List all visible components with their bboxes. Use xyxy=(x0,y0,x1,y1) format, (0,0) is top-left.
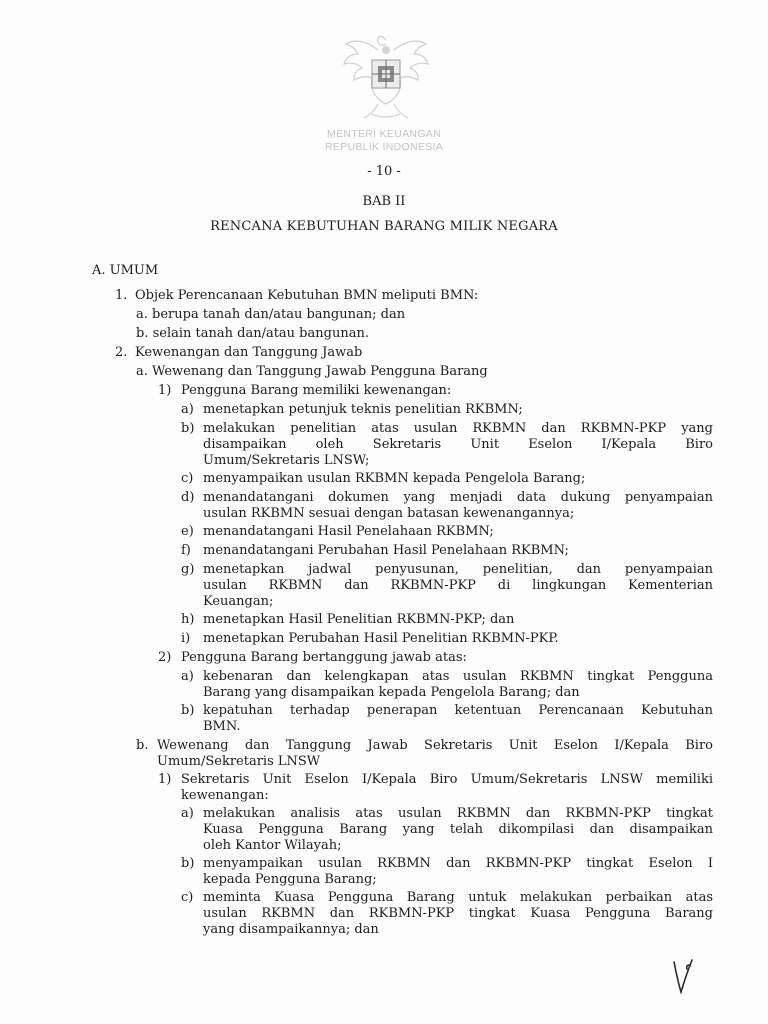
list-item: menetapkan Hasil Penelitian RKBMN-PKP; dan xyxy=(203,612,515,627)
list-marker: b) xyxy=(181,703,195,718)
list-marker: h) xyxy=(181,612,195,627)
chapter-label: BAB II xyxy=(362,194,406,209)
list-item: melakukan analisis atas usulan RKBMN dan RKBMN-PKP tingkat xyxy=(203,806,713,821)
ministry-name: MENTERI KEUANGAN xyxy=(327,128,441,140)
list-item: kepada Pengguna Barang; xyxy=(203,872,377,887)
point-number: 1) xyxy=(158,772,172,787)
sub-item-number: b. xyxy=(136,738,149,753)
list-marker: a) xyxy=(181,402,194,417)
point-text: kewenangan: xyxy=(181,788,269,803)
section-heading: A. UMUM xyxy=(92,263,159,278)
initial-signature-icon xyxy=(668,956,698,996)
sub-item: a. berupa tanah dan/atau bangunan; dan xyxy=(136,307,406,322)
list-item: usulan RKBMN sesuai dengan batasan kewenangannya; xyxy=(203,506,575,521)
list-item: menyampaikan usulan RKBMN dan RKBMN-PKP tingkat Eselon I xyxy=(203,856,713,871)
list-marker: f) xyxy=(181,543,191,558)
list-item: disampaikan oleh Sekretaris Unit Eselon I/Kepala Biro xyxy=(203,437,713,452)
item-number: 2. xyxy=(115,345,128,360)
list-item: yang disampaikannya; dan xyxy=(203,922,379,937)
list-item: usulan RKBMN dan RKBMN-PKP di lingkungan Kementerian xyxy=(203,578,713,593)
list-item: menyampaikan usulan RKBMN kepada Pengelola Barang; xyxy=(203,471,586,486)
item-text: Kewenangan dan Tanggung Jawab xyxy=(135,345,363,360)
list-marker: c) xyxy=(181,890,194,905)
list-item: menandatangani Perubahan Hasil Penelahaan RKBMN; xyxy=(203,543,569,558)
point-number: 2) xyxy=(158,650,172,665)
item-text: Objek Perencanaan Kebutuhan BMN meliputi BMN: xyxy=(135,288,479,303)
list-marker: e) xyxy=(181,524,194,539)
list-marker: a) xyxy=(181,669,194,684)
list-marker: c) xyxy=(181,471,194,486)
list-item: Umum/Sekretaris LNSW; xyxy=(203,453,370,468)
list-item: menandatangani Hasil Penelahaan RKBMN; xyxy=(203,524,494,539)
list-marker: a) xyxy=(181,806,194,821)
chapter-title: RENCANA KEBUTUHAN BARANG MILIK NEGARA xyxy=(210,219,558,234)
list-item: menetapkan Perubahan Hasil Penelitian RKBMN-PKP. xyxy=(203,631,559,646)
list-item: oleh Kantor Wilayah; xyxy=(203,838,342,853)
list-marker: b) xyxy=(181,856,195,871)
list-item: menandatangani dokumen yang menjadi data dukung penyampaian xyxy=(203,490,713,505)
point-number: 1) xyxy=(158,383,172,398)
list-item: BMN. xyxy=(203,719,241,734)
list-item: melakukan penelitian atas usulan RKBMN dan RKBMN-PKP yang xyxy=(203,421,713,436)
list-marker: g) xyxy=(181,562,195,577)
list-item: menetapkan jadwal penyusunan, penelitian, dan penyampaian xyxy=(203,562,713,577)
list-marker: b) xyxy=(181,421,195,436)
list-marker: i) xyxy=(181,631,191,646)
garuda-emblem-icon xyxy=(338,30,434,122)
point-text: Pengguna Barang memiliki kewenangan: xyxy=(181,383,452,398)
point-text: Pengguna Barang bertanggung jawab atas: xyxy=(181,650,467,665)
list-item: Barang yang disampaikan kepada Pengelola Barang; dan xyxy=(203,685,580,700)
sub-item: b. selain tanah dan/atau bangunan. xyxy=(136,326,369,341)
list-item: Keuangan; xyxy=(203,594,274,609)
sub-item-text: Wewenang dan Tanggung Jawab Sekretaris Unit Eselon I/Kepala Biro xyxy=(157,738,713,753)
list-item: usulan RKBMN dan RKBMN-PKP tingkat Kuasa Pengguna Barang xyxy=(203,906,713,921)
page-number: - 10 - xyxy=(367,164,401,179)
list-item: menetapkan petunjuk teknis penelitian RKBMN; xyxy=(203,402,523,417)
list-marker: d) xyxy=(181,490,195,505)
point-text: Sekretaris Unit Eselon I/Kepala Biro Umum/Sekretaris LNSW memiliki xyxy=(181,772,713,787)
country-name: REPUBLIK INDONESIA xyxy=(324,141,443,153)
item-number: 1. xyxy=(115,288,128,303)
list-item: meminta Kuasa Pengguna Barang untuk melakukan perbaikan atas xyxy=(203,890,713,905)
list-item: kebenaran dan kelengkapan atas usulan RKBMN tingkat Pengguna xyxy=(203,669,713,684)
sub-item-text: Umum/Sekretaris LNSW xyxy=(157,754,321,769)
list-item: Kuasa Pengguna Barang yang telah dikompilasi dan disampaikan xyxy=(203,822,713,837)
list-item: kepatuhan terhadap penerapan ketentuan Perencanaan Kebutuhan xyxy=(203,703,713,718)
sub-item: a. Wewenang dan Tanggung Jawab Pengguna Barang xyxy=(136,364,488,379)
